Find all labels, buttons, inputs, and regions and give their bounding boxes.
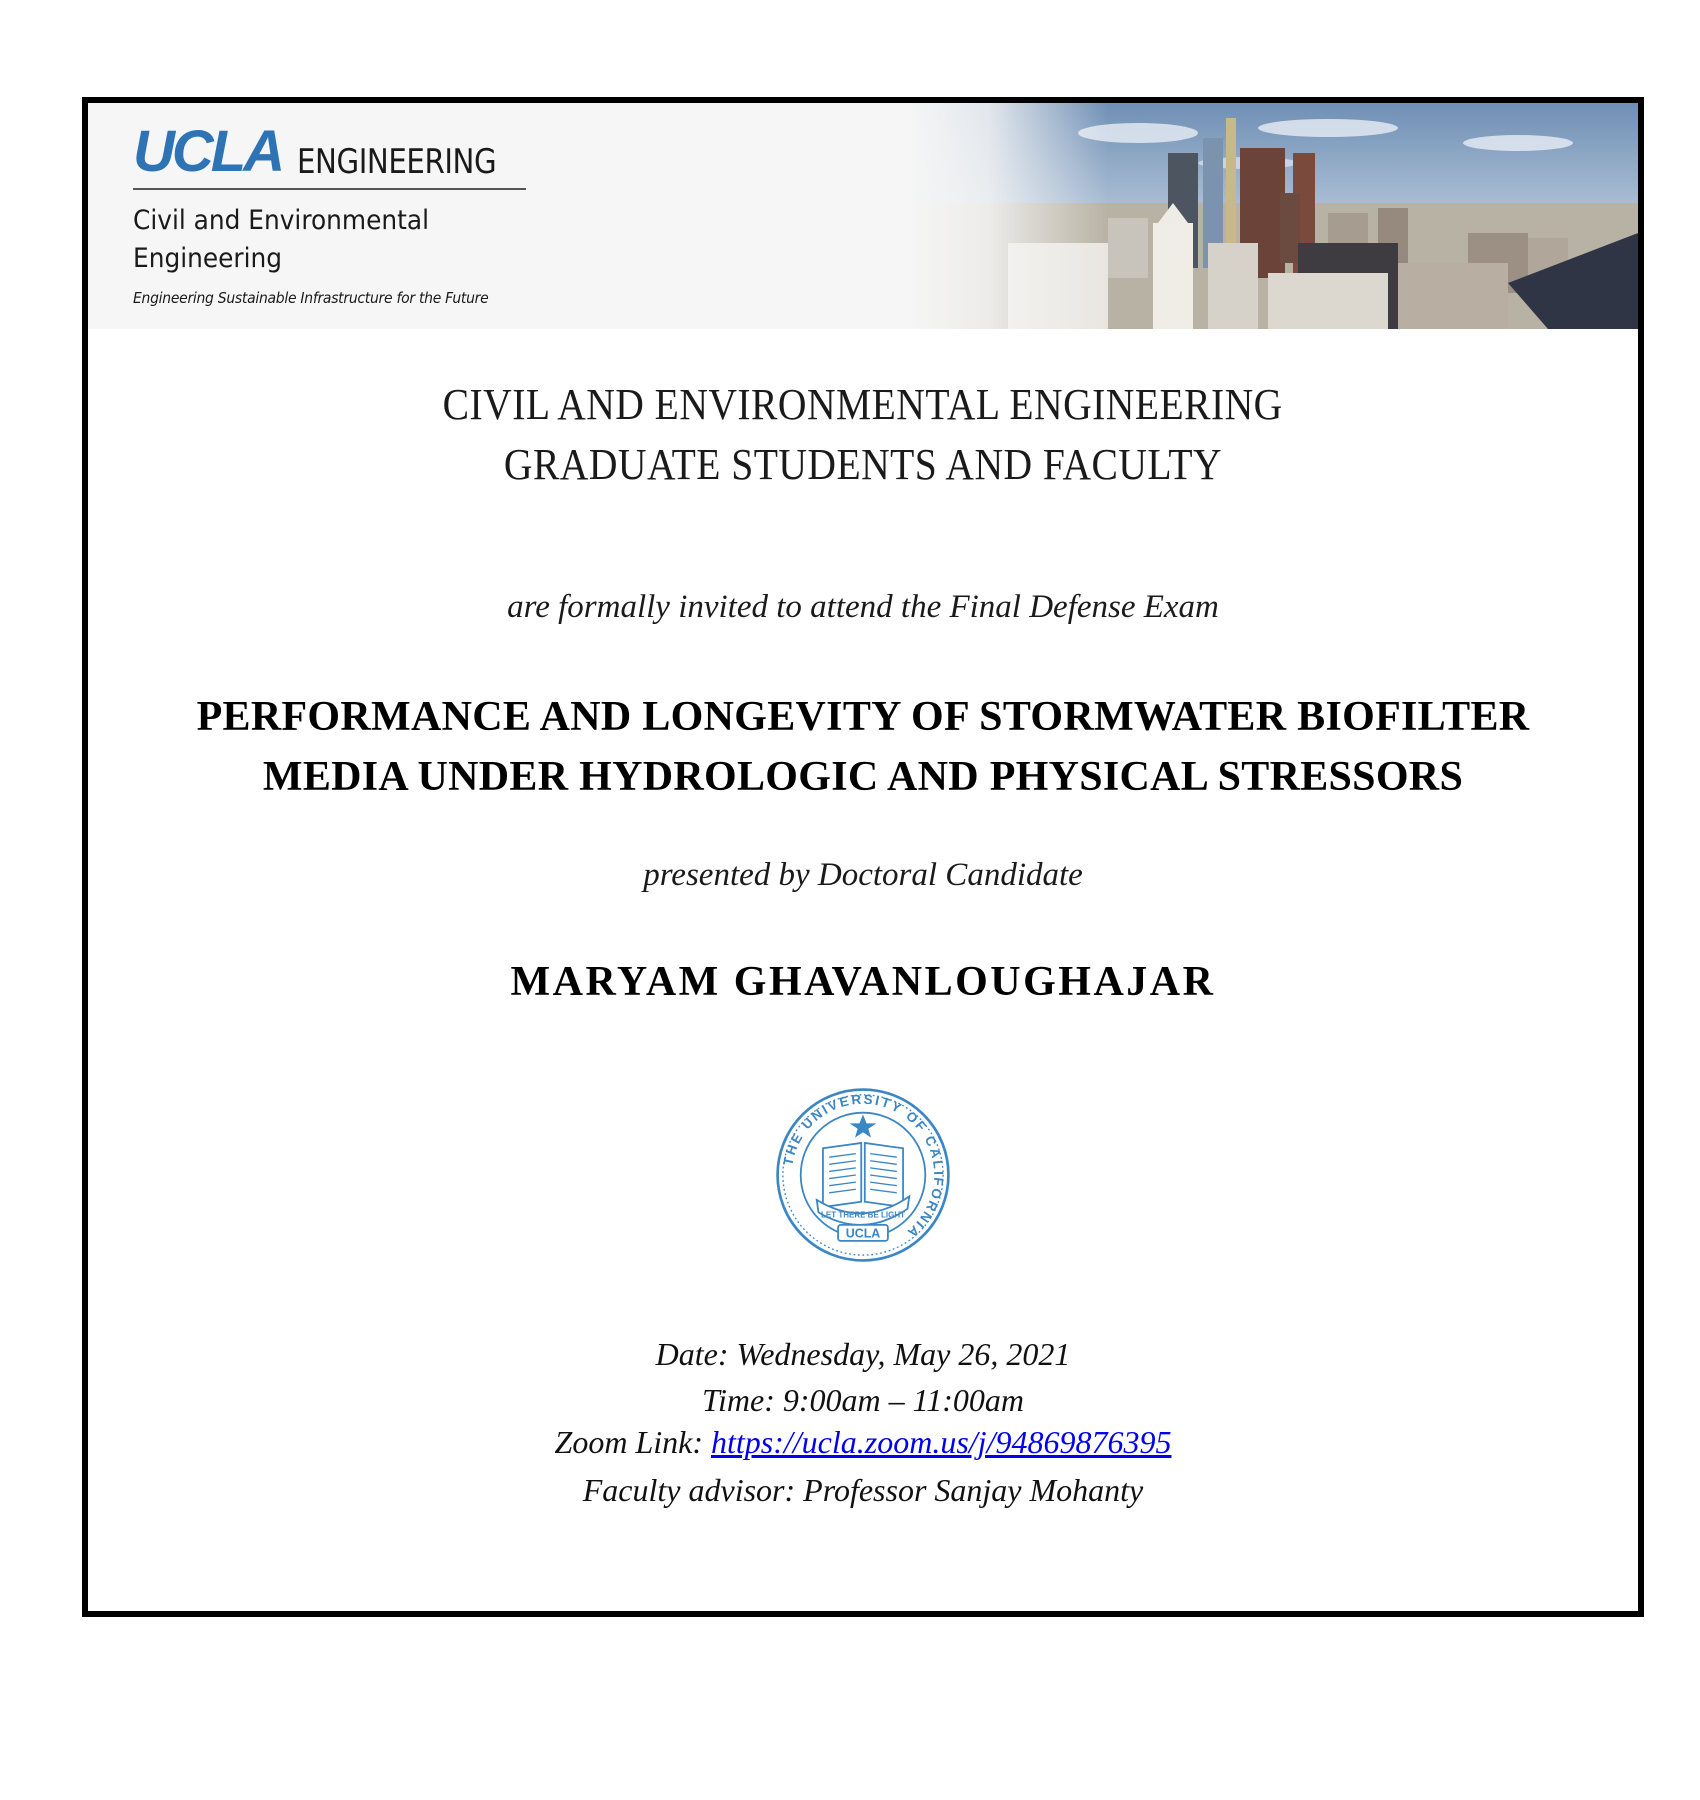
thesis-title-line-1 xyxy=(88,693,1638,741)
zoom-link-label: Zoom Link: xyxy=(554,1424,703,1460)
banner-fade xyxy=(908,103,1108,329)
thesis-title-line-2 xyxy=(88,753,1638,801)
thesis-title-line-1-text: PERFORMANCE AND LONGEVITY OF STORMWATER BIOFILTER xyxy=(196,694,1530,740)
time-value: 9:00am – 11:00am xyxy=(782,1382,1025,1418)
invitation-frame xyxy=(82,97,1644,1617)
department-tagline: Engineering Sustainable Infrastructure for the Future xyxy=(133,289,489,307)
audience-line-2-text: GRADUATE STUDENTS AND FACULTY xyxy=(503,440,1223,489)
audience-line-2 xyxy=(88,439,1638,490)
university-seal-icon xyxy=(774,1086,952,1264)
time-line xyxy=(88,1382,1638,1419)
advisor-value: Professor Sanjay Mohanty xyxy=(803,1472,1144,1508)
audience-line-1-text: CIVIL AND ENVIRONMENTAL ENGINEERING xyxy=(442,380,1284,429)
engineering-wordmark: ENGINEERING xyxy=(297,142,497,182)
ucla-logo-wordmark: UCLA xyxy=(133,119,283,184)
department-line-2: Engineering xyxy=(133,243,283,274)
time-label: Time: xyxy=(701,1382,775,1418)
header-banner xyxy=(88,103,1638,329)
seal-motto: LET THERE BE LIGHT xyxy=(821,1210,905,1220)
advisor-line xyxy=(88,1472,1638,1509)
presenter-intro-text: presented by Doctoral Candidate xyxy=(643,857,1083,893)
date-label: Date: xyxy=(655,1336,729,1372)
invitation-text xyxy=(88,589,1638,626)
candidate-name-text: MARYAM GHAVANLOUGHAJAR xyxy=(510,959,1216,1005)
zoom-link[interactable]: https://ucla.zoom.us/j/94869876395 xyxy=(711,1424,1172,1460)
presenter-intro xyxy=(88,857,1638,894)
audience-line-1 xyxy=(88,379,1638,430)
date-value: Wednesday, May 26, 2021 xyxy=(736,1336,1071,1372)
seal-ucla-text: UCLA xyxy=(845,1226,881,1241)
logo-divider xyxy=(133,188,526,190)
candidate-name xyxy=(88,958,1638,1006)
invitation-text-content: are formally invited to attend the Final Defense Exam xyxy=(507,589,1219,625)
zoom-link-line xyxy=(88,1424,1638,1461)
advisor-label: Faculty advisor: xyxy=(582,1472,796,1508)
date-line xyxy=(88,1336,1638,1373)
department-name xyxy=(133,202,429,278)
department-line-1: Civil and Environmental xyxy=(133,205,430,236)
seal-ring-text: THE UNIVERSITY OF CALIFORNIA xyxy=(780,1091,947,1242)
thesis-title-line-2-text: MEDIA UNDER HYDROLOGIC AND PHYSICAL STRESSORS xyxy=(262,754,1464,800)
